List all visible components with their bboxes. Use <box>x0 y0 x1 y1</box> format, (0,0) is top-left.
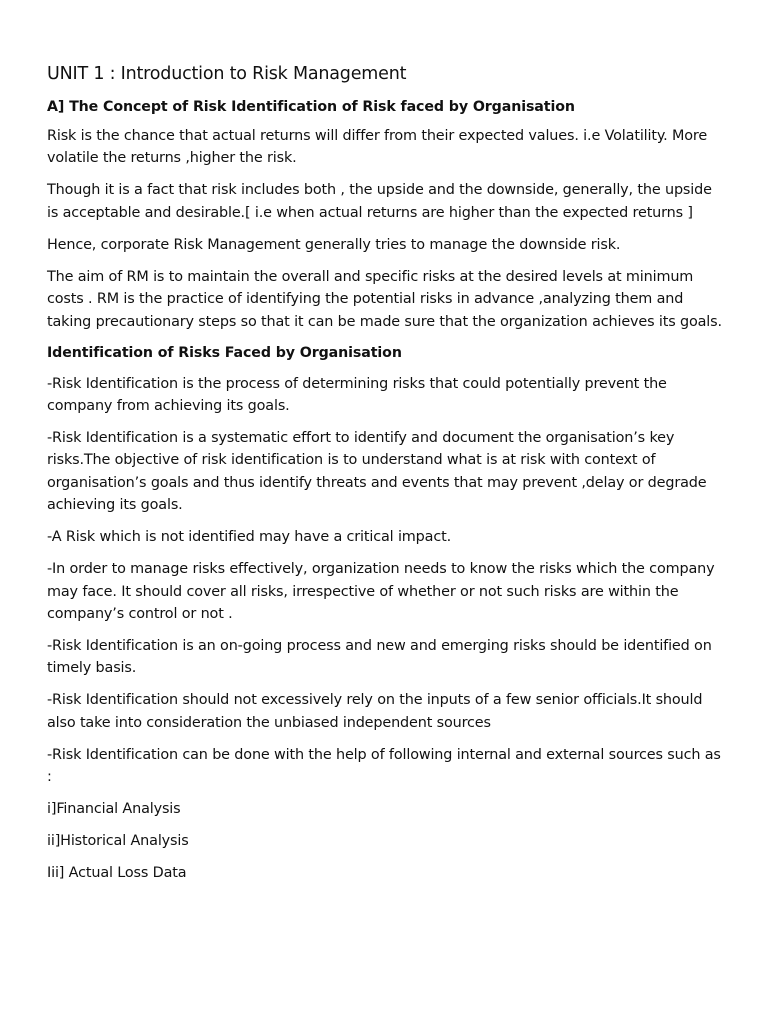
identification-point: -Risk Identification is the process of determining risks that could potentially prevent the company from achieving its goals. <box>47 375 667 415</box>
identification-point: -In order to manage risks effectively, organization needs to know the risks which the company may face. It should cover all risks, irrespective of whether or not such risks are within the company’s control or not . <box>47 561 715 623</box>
list-item: ii]Historical Analysis <box>47 833 189 850</box>
list-item: Iii] Actual Loss Data <box>47 865 187 882</box>
intro-paragraph-aim-of-rm: The aim of RM is to maintain the overall and specific risks at the desired levels at minimum costs . RM is the practice of identifying the potential risks in advance ,analyzing them and taking precautionary steps so that it can be made sure that the organization achieves its goals. <box>47 268 722 330</box>
intro-paragraph-upside-downside: Though it is a fact that risk includes both , the upside and the downside, generally, the upside is acceptable and desirable.[ i.e when actual returns are higher than the expected returns ] <box>47 182 712 221</box>
section-heading: A] The Concept of Risk Identification of Risk faced by Organisation <box>47 99 575 115</box>
identification-points <box>47 373 727 789</box>
sub-heading: Identification of Risks Faced by Organisation <box>47 344 402 361</box>
identification-point: -Risk Identification is an on-going process and new and emerging risks should be identified on timely basis. <box>47 638 712 677</box>
sources-list <box>47 798 727 884</box>
identification-point: -Risk Identification should not excessively rely on the inputs of a few senior officials.It should also take into consideration the unbiased independent sources <box>47 692 703 731</box>
intro-paragraph-downside-risk: Hence, corporate Risk Management generally tries to manage the downside risk. <box>47 236 621 253</box>
intro-section <box>47 125 727 333</box>
list-item: i]Financial Analysis <box>47 801 181 818</box>
identification-point: -A Risk which is not identified may have a critical impact. <box>47 529 452 546</box>
document-page <box>47 62 727 894</box>
identification-point: -Risk Identification is a systematic effort to identify and document the organisation’s key risks.The objective of risk identification is to understand what is at risk with context of organisation’s goals and thus identify threats and events that may prevent ,delay or degrade achieving its goals. <box>47 430 707 514</box>
unit-title: UNIT 1 : Introduction to Risk Management <box>47 64 407 84</box>
identification-point: -Risk Identification can be done with the help of following internal and external sources such as : <box>47 746 721 786</box>
intro-paragraph-risk-definition: Risk is the chance that actual returns will differ from their expected values. i.e Volatility. More volatile the returns ,higher the risk. <box>47 128 708 167</box>
